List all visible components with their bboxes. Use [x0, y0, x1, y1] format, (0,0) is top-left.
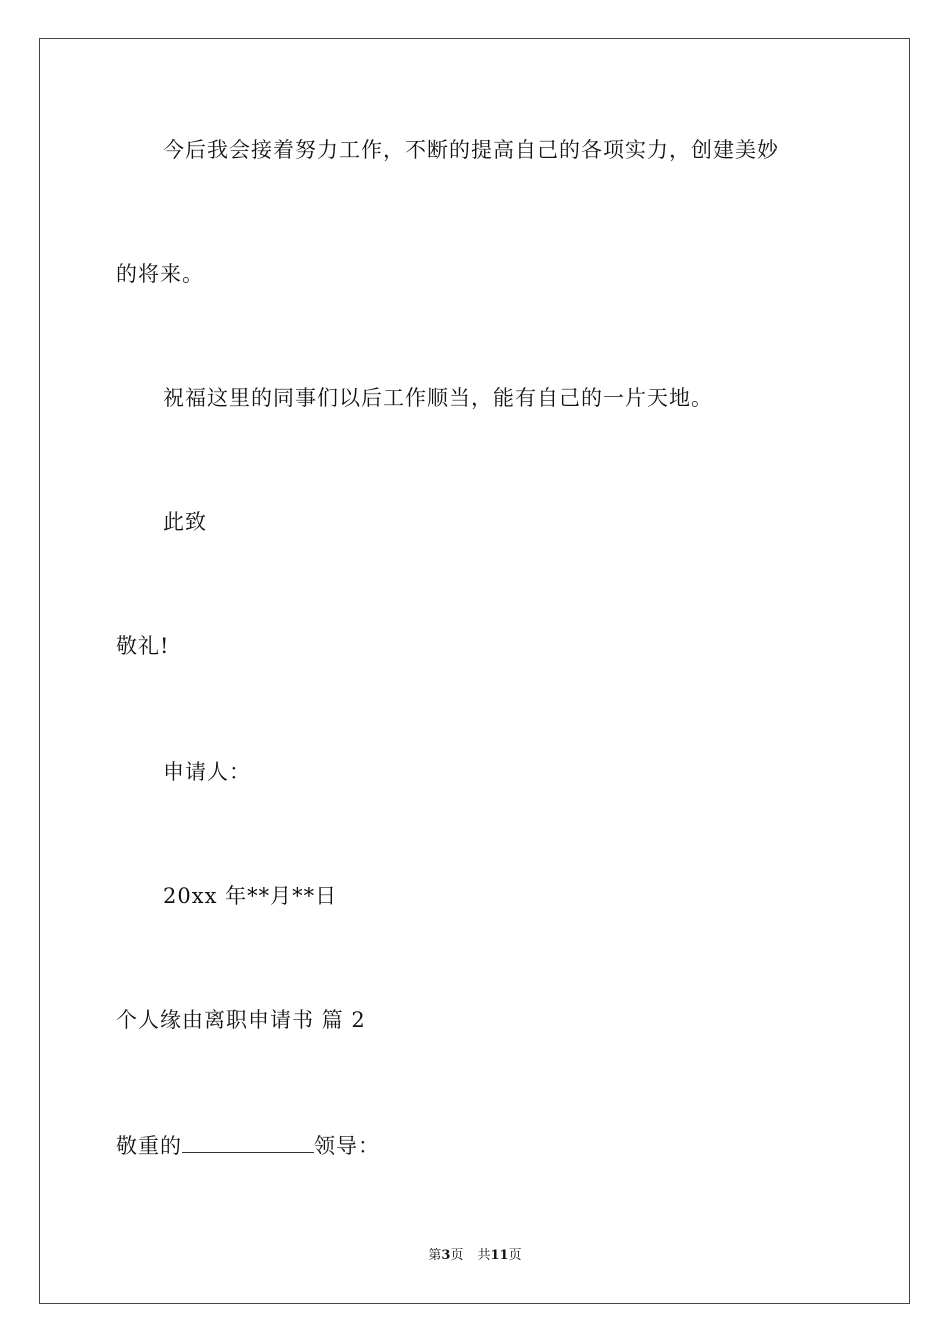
- footer-total-suffix: 页: [508, 1248, 522, 1263]
- salutation: [116, 1132, 380, 1160]
- footer-page-prefix: 第: [428, 1248, 442, 1263]
- section-title: 个人缘由离职申请书 篇 2: [116, 1008, 366, 1032]
- footer-total-prefix: 共: [477, 1248, 491, 1263]
- closing-text: 此致: [163, 510, 207, 534]
- page-footer: [0, 1247, 950, 1265]
- fill-in-blank: [182, 1134, 314, 1153]
- page-border: [39, 38, 910, 1304]
- footer-page-number: 3: [441, 1248, 451, 1263]
- salutation-prefix: 敬重的: [116, 1134, 182, 1158]
- footer-total-pages: 11: [490, 1248, 509, 1263]
- salutation-suffix: 领导：: [314, 1134, 380, 1158]
- paragraph-line: 祝福这里的同事们以后工作顺当，能有自己的一片天地。: [163, 386, 713, 410]
- applicant-label: 申请人：: [163, 760, 251, 784]
- paragraph-line: 今后我会接着努力工作，不断的提高自己的各项实力，创建美妙: [163, 138, 779, 162]
- date-text: 20xx 年**月**日: [163, 884, 338, 908]
- paragraph-line: 的将来。: [116, 262, 204, 286]
- footer-page-suffix: 页: [450, 1248, 464, 1263]
- closing-text: 敬礼!: [116, 634, 170, 658]
